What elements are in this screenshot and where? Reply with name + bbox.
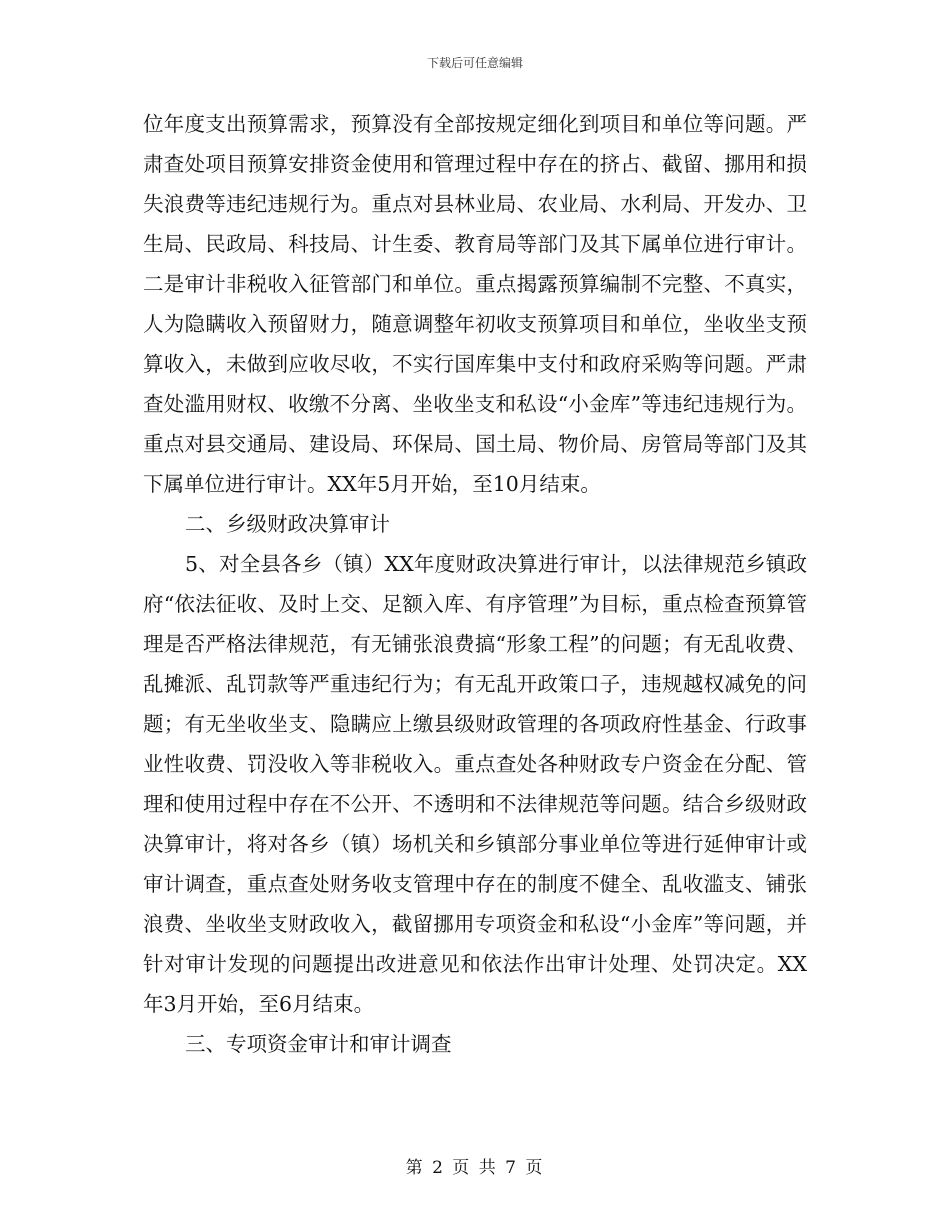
document-body (143, 104, 807, 1064)
section-heading-township-audit: 二、乡级财政决算审计 (185, 512, 390, 536)
paragraph-continuation: 位年度支出预算需求，预算没有全部按规定细化到项目和单位等问题。严肃查处项目预算安排资金使用和管理过程中存在的挤占、截留、挪用和损失浪费等违纪违规行为。重点对县林业局、农业局、水利局、开发办、卫生局、民政局、科技局、计生委、教育局等部门及其下属单位进行审计。二是审计非税收入征管部门和单位。重点揭露预算编制不完整、不真实，人为隐瞒收入预留财力，随意调整年初收支预算项目和单位，坐收坐支预算收入，未做到应收尽收，不实行国库集中支付和政府采购等问题。严肃查处滥用财权、收缴不分离、坐收坐支和私设“小金库”等违纪违规行为。重点对县交通局、建设局、环保局、国土局、物价局、房管局等部门及其下属单位进行审计。XX年5月开始，至10月结束。 (143, 112, 807, 496)
paragraph-township-audit: 5、对全县各乡（镇）XX年度财政决算进行审计，以法律规范乡镇政府“依法征收、及时上交、足额入库、有序管理”为目标，重点检查预算管理是否严格法律规范，有无铺张浪费搞“形象工程”的问题；有无乱收费、乱摊派、乱罚款等严重违纪行为；有无乱开政策口子，违规越权减免的问题；有无坐收坐支、隐瞒应上缴县级财政管理的各项政府性基金、行政事业性收费、罚没收入等非税收入。重点查处各种财政专户资金在分配、管理和使用过程中存在不公开、不透明和不法律规范等问题。结合乡级财政决算审计，将对各乡（镇）场机关和乡镇部分事业单位等进行延伸审计或审计调查，重点查处财务收支管理中存在的制度不健全、乱收滥支、铺张浪费、坐收坐支财政收入，截留挪用专项资金和私设“小金库”等问题，并针对审计发现的问题提出改进意见和依法作出审计处理、处罚决定。XX年3月开始，至6月结束。 (143, 552, 807, 1016)
page-header: 下载后可任意编辑 (426, 56, 523, 70)
section-heading-special-funds: 三、专项资金审计和审计调查 (185, 1032, 452, 1056)
page-footer: 第 2 页 共 7 页 (405, 1158, 545, 1178)
